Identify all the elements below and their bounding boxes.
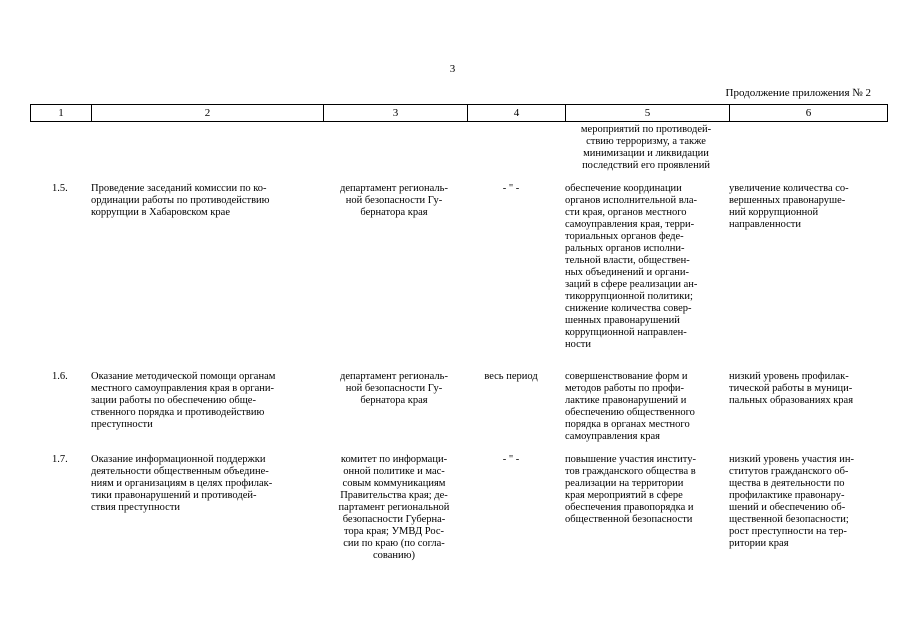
text-line: ральных органов исполни-	[565, 243, 685, 254]
text-line: самоуправления края, терри-	[565, 219, 695, 230]
text-line: Правительства края; де-	[340, 490, 448, 501]
text-line: реализации на территории	[565, 478, 684, 489]
carryover-result	[565, 124, 727, 172]
row-number: 1.7.	[52, 454, 68, 465]
text-line: ститутов гражданского об-	[729, 466, 849, 477]
expected-result	[565, 454, 727, 526]
text-line: ствия преступности	[91, 502, 181, 513]
text-line: совершенствование форм и	[565, 371, 688, 382]
expected-result	[565, 371, 727, 443]
text-line: комитет по информаци-	[340, 454, 448, 465]
text-line: последствий его проявлений	[582, 160, 710, 171]
text-line: Оказание методической помощи органам	[91, 371, 276, 382]
text-line: местного самоуправления края в органи-	[91, 383, 274, 394]
text-line: методов работы по профи-	[565, 383, 685, 394]
responsible-executor	[323, 183, 465, 219]
text-line: органов исполнительной вла-	[565, 195, 698, 206]
text-line: сти края, органов местного	[565, 207, 687, 218]
text-line: общественной безопасности	[565, 514, 693, 525]
text-line: ординации работы по противодействию	[91, 195, 270, 206]
text-line: департамент региональ-	[340, 371, 448, 382]
text-line: онной политике и мас-	[343, 466, 445, 477]
text-line: сованию)	[373, 550, 415, 561]
text-line: преступности	[91, 419, 153, 430]
text-line: ниям и организациям в целях профилак-	[91, 478, 273, 489]
text-line: деятельности общественным объедине-	[91, 466, 269, 477]
text-line: низкий уровень профилак-	[729, 371, 849, 382]
implementation-period: - " -	[502, 454, 520, 465]
text-line: ной безопасности Гу-	[345, 383, 443, 394]
text-line: партамент региональной	[338, 502, 450, 513]
text-line: тической работы в муници-	[729, 383, 853, 394]
page-number: 3	[449, 63, 456, 75]
responsible-executor	[323, 371, 465, 407]
text-line: ственного порядка и противодействию	[91, 407, 265, 418]
text-line: щественной безопасности;	[729, 514, 849, 525]
text-line: порядка в органах местного	[565, 419, 690, 430]
text-line: Проведение заседаний комиссии по ко-	[91, 183, 267, 194]
text-line: коррупции в Хабаровском крае	[91, 207, 230, 218]
text-line: ных объединений и органи-	[565, 267, 690, 278]
column-header: 3	[324, 105, 468, 122]
column-header: 4	[468, 105, 566, 122]
text-line: безопасности Губерна-	[342, 514, 446, 525]
text-line: минимизации и ликвидации	[583, 148, 709, 159]
text-line: тики правонарушений и противодей-	[91, 490, 257, 501]
text-line: рост преступности на тер-	[729, 526, 847, 537]
column-header: 6	[730, 105, 888, 122]
text-line: снижение количества совер-	[565, 303, 692, 314]
expected-result	[565, 183, 727, 351]
text-line: ности	[565, 339, 591, 350]
text-line: лактике правонарушений и	[565, 395, 687, 406]
text-line: ториальных органов феде-	[565, 231, 684, 242]
implementation-period: весь период	[484, 371, 538, 382]
text-line: тельной власти, обществен-	[565, 255, 690, 266]
responsible-executor	[323, 454, 465, 562]
text-line: заций в сфере реализации ан-	[565, 279, 698, 290]
row-number: 1.6.	[52, 371, 68, 382]
text-line: края мероприятий в сфере	[565, 490, 683, 501]
text-line: профилактике правонару-	[729, 490, 845, 501]
text-line: увеличение количества со-	[729, 183, 849, 194]
text-line: бернатора края	[360, 207, 428, 218]
column-header-row	[31, 105, 888, 122]
text-line: сии по краю (по согла-	[343, 538, 445, 549]
text-line: ритории края	[729, 538, 789, 549]
text-line: обеспечению общественного	[565, 407, 695, 418]
text-line: пальных образованиях края	[729, 395, 854, 406]
activity-name	[91, 454, 323, 514]
text-line: тов гражданского общества в	[565, 466, 696, 477]
text-line: щества в деятельности по	[729, 478, 845, 489]
text-line: Оказание информационной поддержки	[91, 454, 266, 465]
text-line: ствию терроризму, а также	[586, 136, 706, 147]
column-header: 1	[31, 105, 92, 122]
text-line: мероприятий по противодей-	[580, 124, 712, 135]
text-line: вершенных правонаруше-	[729, 195, 846, 206]
consequences	[729, 371, 887, 407]
column-header-table	[30, 104, 888, 122]
text-line: направленности	[729, 219, 802, 230]
consequences	[729, 183, 887, 231]
text-line: коррупционной направлен-	[565, 327, 687, 338]
text-line: тора края; УМВД Рос-	[343, 526, 445, 537]
consequences	[729, 454, 887, 550]
text-line: низкий уровень участия ин-	[729, 454, 854, 465]
text-line: шенных правонарушений	[565, 315, 680, 326]
text-line: обеспечение координации	[565, 183, 682, 194]
text-line: департамент региональ-	[340, 183, 448, 194]
text-line: зации работы по обеспечению обще-	[91, 395, 256, 406]
column-header: 2	[92, 105, 324, 122]
column-header: 5	[566, 105, 730, 122]
text-line: ной безопасности Гу-	[345, 195, 443, 206]
activity-name	[91, 183, 323, 219]
text-line: обеспечения правопорядка и	[565, 502, 694, 513]
text-line: совым коммуникациям	[342, 478, 446, 489]
row-number: 1.5.	[52, 183, 68, 194]
text-line: повышение участия институ-	[565, 454, 696, 465]
text-line: самоуправления края	[565, 431, 660, 442]
implementation-period: - " -	[502, 183, 520, 194]
continuation-label: Продолжение приложения № 2	[725, 87, 871, 99]
activity-name	[91, 371, 323, 431]
text-line: ний коррупционной	[729, 207, 819, 218]
text-line: тикоррупционной политики;	[565, 291, 693, 302]
text-line: бернатора края	[360, 395, 428, 406]
text-line: шений и обеспечению об-	[729, 502, 846, 513]
